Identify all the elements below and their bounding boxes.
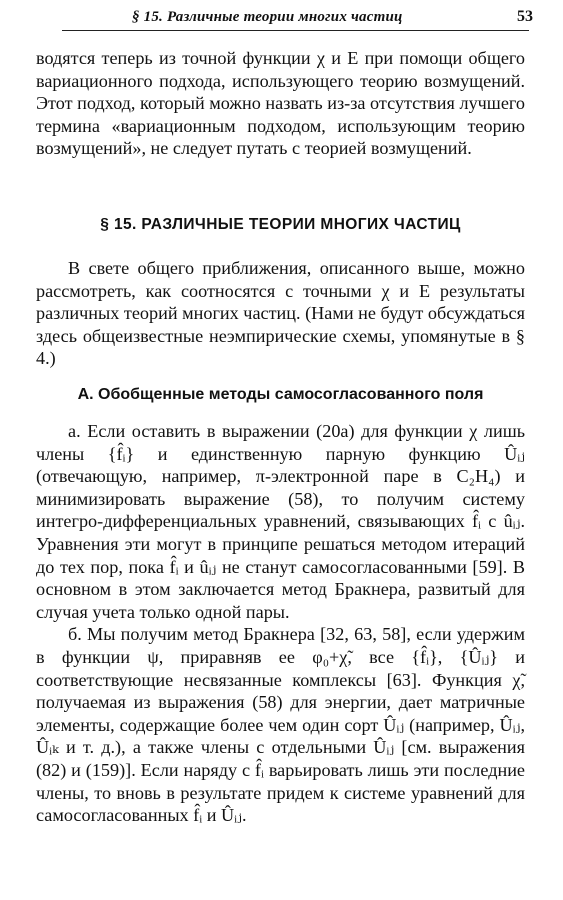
page-number: 53: [517, 8, 533, 25]
text-block-1: [36, 47, 525, 160]
paragraph-intro: В свете общего приближения, описанного выше, можно рассмотреть, как соотносятся с точными χ и E результаты различных теорий многих частиц. (Нами не будут обсуждаться здесь общеизвестные неэмпирические схемы, упомянутые в § 4.): [36, 258, 525, 369]
running-title: § 15. Различные теории многих частиц: [132, 9, 403, 25]
paragraph-a: а. Если оставить в выражении (20а) для функции χ лишь члены {f̂ᵢ} и единственную парную функцию Ûᵢⱼ (отвечающую, например, π-электронной паре в C₂H₄) и минимизировать выражение (58), то получим систему интегро-дифференциальных уравнений, связывающих f̂ᵢ с ûᵢⱼ. Уравнения эти могут в принципе решаться методом итераций до тех пор, пока f̂ᵢ и ûᵢⱼ не станут самосогласованными [59]. В основном в этом заключается метод Бракнера, развитый для случая учета только одной пары.: [36, 421, 525, 622]
paragraph-b: б. Мы получим метод Бракнера [32, 63, 58], если удержим в функции ψ, приравняв ее φ₀+χ̃, все {f̂ᵢ}, {Ûᵢⱼ} и соответствующие несвязанные комплексы [63]. Функция χ̃, получаемая из выражения (58) для энергии, дает матричные элементы, содержащие более чем один сорт Ûᵢⱼ (например, Ûᵢⱼ, Ûᵢₖ и т. д.), а также члены с отдельными Ûᵢⱼ [см. выражения (82) и (159)]. Если наряду с f̂ᵢ варьировать лишь эти последние члены, то вновь в результате придем к системе уравнений для самосогласованных f̂ᵢ и Ûᵢⱼ.: [36, 624, 525, 826]
header-rule: [62, 30, 529, 31]
text-block-3: [36, 420, 525, 827]
paragraph-continuation: водятся теперь из точной функции χ и E при помощи общего вариационного подхода, использующего теорию возмущений. Этот подход, который можно назвать из-за отсутствия лучшего термина «вариационным подходом, использующим теорию возмущений», не следует путать с теорией возмущений.: [36, 48, 525, 159]
running-header: [60, 4, 533, 30]
section-heading: § 15. РАЗЛИЧНЫЕ ТЕОРИИ МНОГИХ ЧАСТИЦ: [100, 216, 461, 233]
subsection-heading: А. Обобщенные методы самосогласованного поля: [77, 386, 484, 403]
text-block-2: [36, 257, 525, 370]
